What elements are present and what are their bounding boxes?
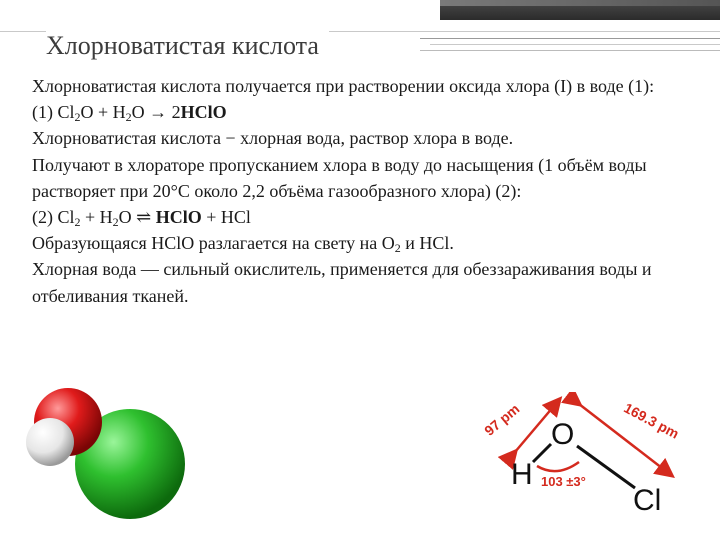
paragraph-preparation: Хлорноватистая кислота получается при растворении оксида хлора (I) в воде (1): xyxy=(32,76,655,96)
ocl-bond-length-label: 169.3 pm xyxy=(621,399,682,442)
paragraph-oxidizer: Хлорная вода — сильный окислитель, применяется для обеззараживания воды и отбеливания тканей. xyxy=(32,259,652,306)
title-rule xyxy=(420,38,720,39)
bond-angle-label: 103 ±3° xyxy=(541,474,586,489)
hydrogen-atom-sphere xyxy=(26,418,74,466)
slide-title: Хлорноватистая кислота xyxy=(46,30,329,62)
equation-2: (2) $Cl_2 + H_2O$ ⇌ HClO + HCl xyxy=(32,207,251,230)
hclo-space-filling-model xyxy=(18,382,188,522)
equation-1: (1) $Cl_2O + H_2O$ → 2HClO xyxy=(32,102,227,125)
paragraph-chlorine-water: Хлорноватистая кислота − хлорная вода, раствор хлора в воде. xyxy=(32,128,514,149)
paragraph-chlorinator: Получают в хлораторе пропусканием хлора в воду до насыщения (1 объём воды растворяет при 20°С около 2,2 объёма газообразного хлора) (2): xyxy=(32,154,647,201)
oh-bond-line xyxy=(533,444,551,462)
slide-body xyxy=(32,73,692,309)
oh-bond-length-label: 97 pm xyxy=(481,400,523,439)
slide-top-dark-bar xyxy=(440,0,720,20)
title-rule xyxy=(430,44,720,45)
bond-angle-arc xyxy=(537,462,579,471)
hclo-geometry-diagram xyxy=(475,392,690,527)
chlorine-atom-label: Cl xyxy=(633,484,662,517)
oxygen-atom-label: O xyxy=(551,418,575,451)
title-rule xyxy=(420,50,720,51)
hydrogen-atom-label: H xyxy=(511,458,533,491)
paragraph-decomposition: Образующаяся HClO разлагается на свету на $O_2$ и HCl. xyxy=(32,233,454,256)
